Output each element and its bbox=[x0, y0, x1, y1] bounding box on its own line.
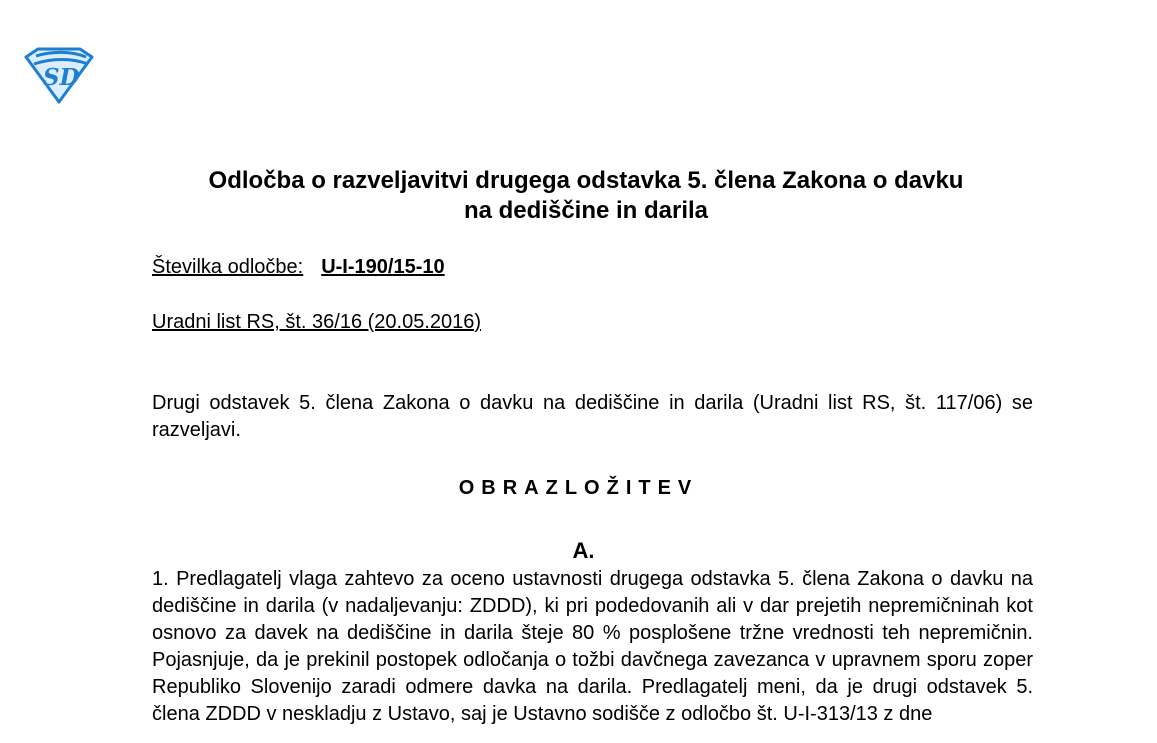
reasoning-heading: OBRAZLOŽITEV bbox=[458, 477, 699, 499]
title-line-2: na dediščine in darila bbox=[463, 197, 709, 224]
paragraph-1: 1. Predlagatelj vlaga zahtevo za oceno ustavnosti drugega odstavka 5. člena Zakona o davku na dediščine in darila (v nadaljevanju: ZDDD), ki pri podedovanih ali v dar prejetih nepremičninah kot osnovo za davek na dediščine in darila šteje 80 % posplošene tržne vrednosti teh nepremičnin. Pojasnjuje, da je prekinil postopek odločanja o tožbi davčnega zavezanca v upravnem sporu zoper Republiko Slovenijo zaradi odmere davka na darila. Predlagatelj meni, da je drugi odstavek 5. člena ZDDD v neskladju z Ustavo, saj je Ustavno sodišče z odločbo št. U-I-313/13 z dne bbox=[152, 568, 1033, 725]
decision-number-label: Številka odločbe: bbox=[152, 256, 304, 278]
document-title bbox=[130, 166, 1042, 226]
svg-text:SD: SD bbox=[43, 64, 80, 91]
decision-number bbox=[152, 255, 445, 279]
court-logo-icon bbox=[22, 47, 96, 104]
section-a-label: A. bbox=[572, 538, 595, 563]
decision-number-value: U-I-190/15-10 bbox=[321, 256, 445, 278]
title-line-1: Odločba o razveljavitvi drugega odstavka 5. člena Zakona o davku bbox=[208, 167, 964, 194]
operative-paragraph: Drugi odstavek 5. člena Zakona o davku na dediščine in darila (Uradni list RS, št. 117/06) se razveljavi. bbox=[152, 392, 1033, 441]
gazette-reference: Uradni list RS, št. 36/16 (20.05.2016) bbox=[152, 311, 482, 333]
